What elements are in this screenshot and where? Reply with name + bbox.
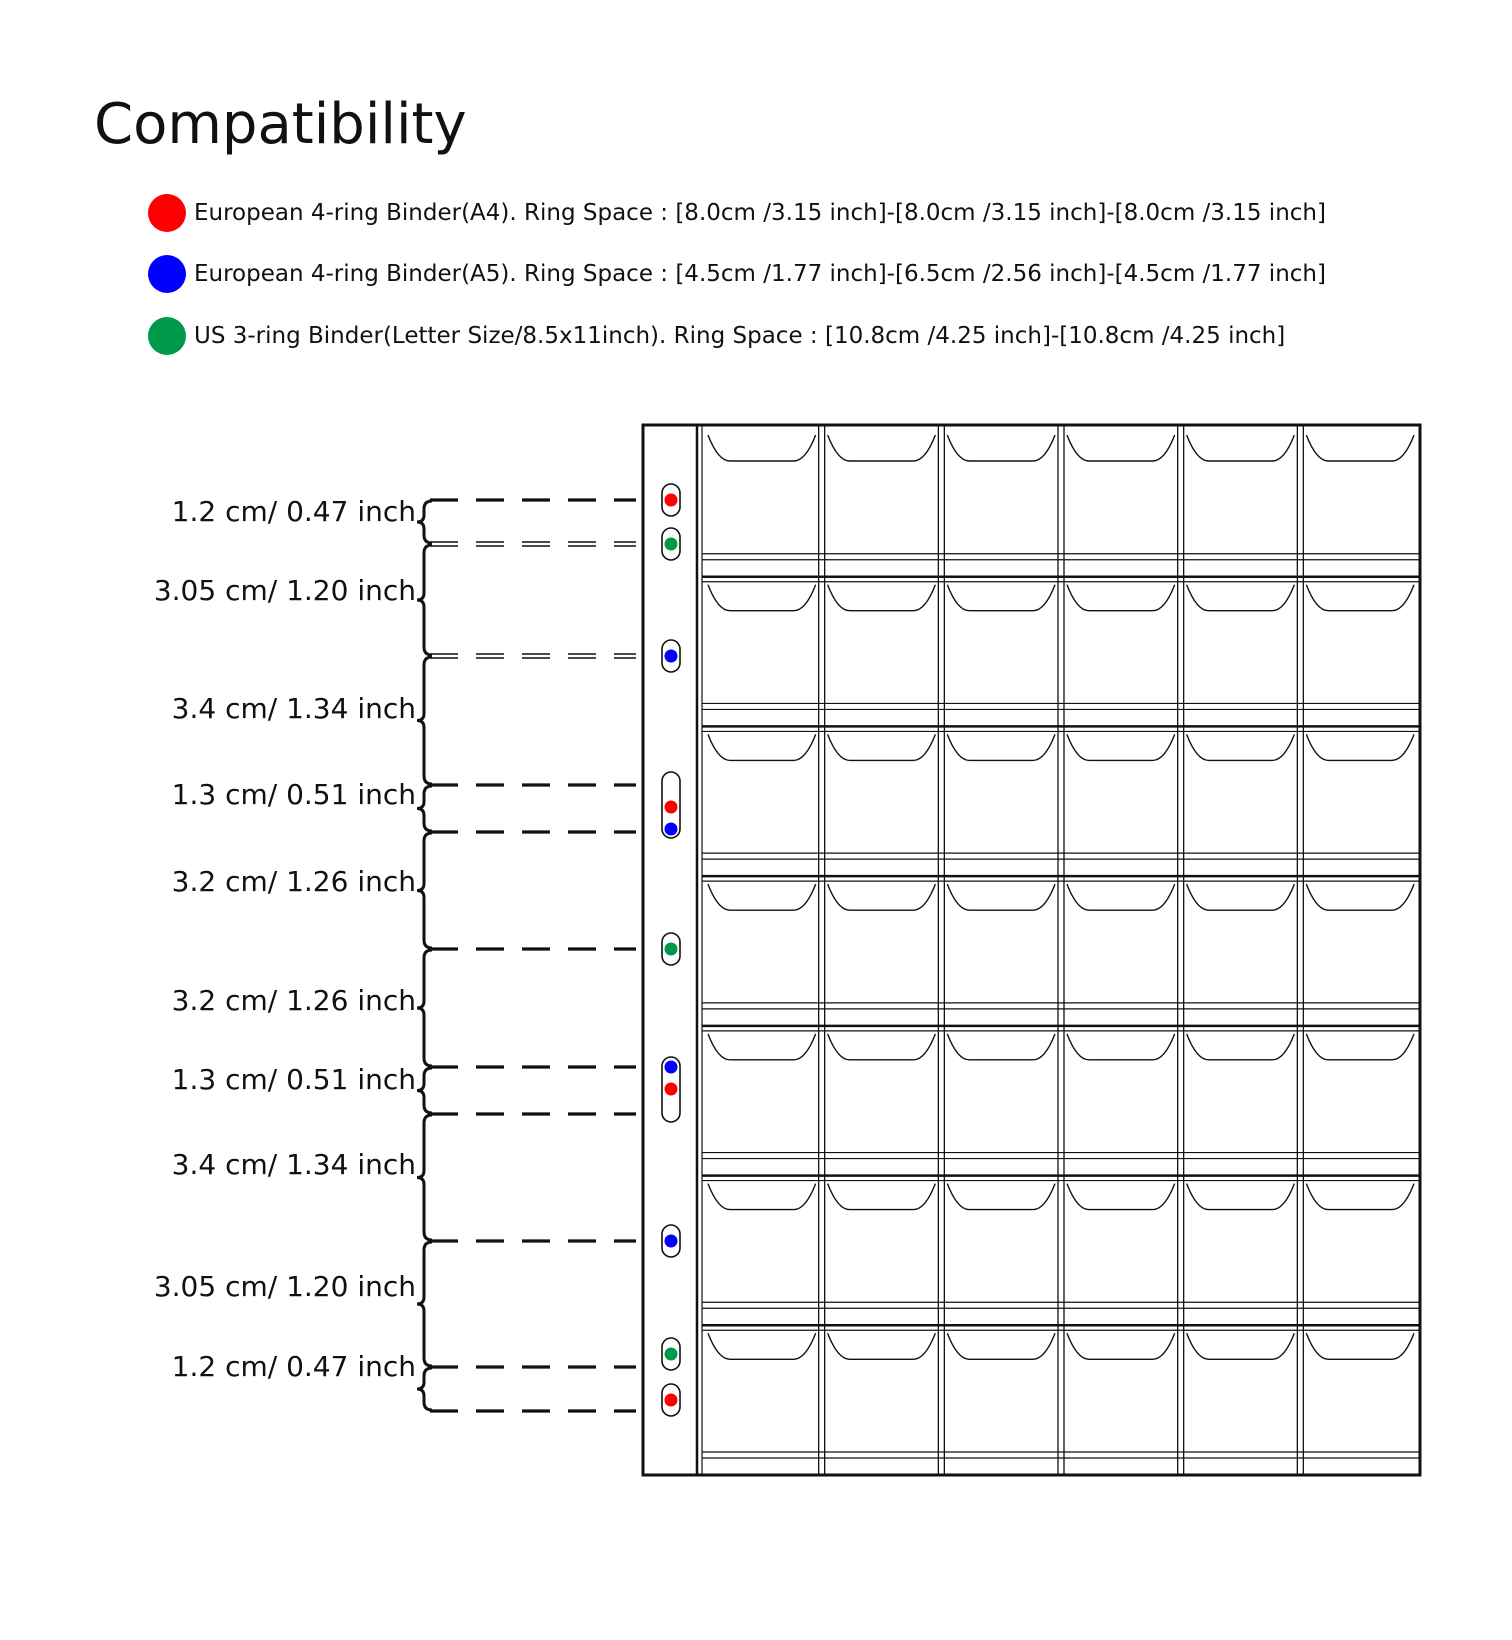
spacing-brace bbox=[417, 786, 432, 831]
legend-text: European 4-ring Binder(A4). Ring Space : [8.0cm /3.15 inch]-[8.0cm /3.15 inch]-[8.0cm /3.15 inch] bbox=[194, 200, 1326, 226]
spacing-label: 3.2 cm/ 1.26 inch bbox=[171, 984, 416, 1017]
spacing-brace bbox=[417, 1068, 432, 1113]
spacing-brace bbox=[417, 1115, 432, 1240]
spacing-label: 3.4 cm/ 1.34 inch bbox=[171, 692, 416, 725]
blue-hole-dot-icon bbox=[665, 650, 678, 663]
legend-text: European 4-ring Binder(A5). Ring Space : [4.5cm /1.77 inch]-[6.5cm /2.56 inch]-[4.5cm /1.77 inch] bbox=[194, 261, 1326, 287]
spacing-label: 1.2 cm/ 0.47 inch bbox=[171, 495, 416, 528]
blue-hole-dot-icon bbox=[665, 1235, 678, 1248]
spacing-brace bbox=[417, 501, 432, 543]
spacing-label: 1.2 cm/ 0.47 inch bbox=[171, 1350, 416, 1383]
spacing-label: 1.3 cm/ 0.51 inch bbox=[171, 778, 416, 811]
page-title: Compatibility bbox=[94, 92, 467, 157]
spacing-brace bbox=[417, 657, 432, 784]
red-hole-dot-icon bbox=[665, 1083, 678, 1096]
blue-hole-dot-icon bbox=[665, 823, 678, 836]
spacing-brace bbox=[417, 950, 432, 1066]
green-hole-dot-icon bbox=[665, 1348, 678, 1361]
hole-guide-lines bbox=[430, 500, 636, 1411]
spacing-braces bbox=[417, 501, 432, 1410]
red-hole-dot-icon bbox=[665, 801, 678, 814]
pocket-sheet bbox=[643, 425, 1420, 1475]
green-hole-dot-icon bbox=[665, 943, 678, 956]
spacing-labels bbox=[154, 495, 416, 1383]
red-hole-dot-icon bbox=[665, 494, 678, 507]
spacing-brace bbox=[417, 833, 432, 948]
spacing-brace bbox=[417, 545, 432, 655]
green-hole-dot-icon bbox=[665, 538, 678, 551]
spacing-label: 3.05 cm/ 1.20 inch bbox=[153, 574, 416, 607]
spacing-label: 3.4 cm/ 1.34 inch bbox=[171, 1148, 416, 1181]
spacing-label: 1.3 cm/ 0.51 inch bbox=[171, 1063, 416, 1096]
spacing-label: 3.2 cm/ 1.26 inch bbox=[171, 865, 416, 898]
spacing-brace bbox=[417, 1242, 432, 1366]
spacing-brace bbox=[417, 1368, 432, 1410]
legend-text: US 3-ring Binder(Letter Size/8.5x11inch). Ring Space : [10.8cm /4.25 inch]-[10.8cm /4.25 inch] bbox=[194, 323, 1286, 349]
spacing-label: 3.05 cm/ 1.20 inch bbox=[153, 1270, 416, 1303]
blue-hole-dot-icon bbox=[665, 1061, 678, 1074]
red-hole-dot-icon bbox=[665, 1394, 678, 1407]
